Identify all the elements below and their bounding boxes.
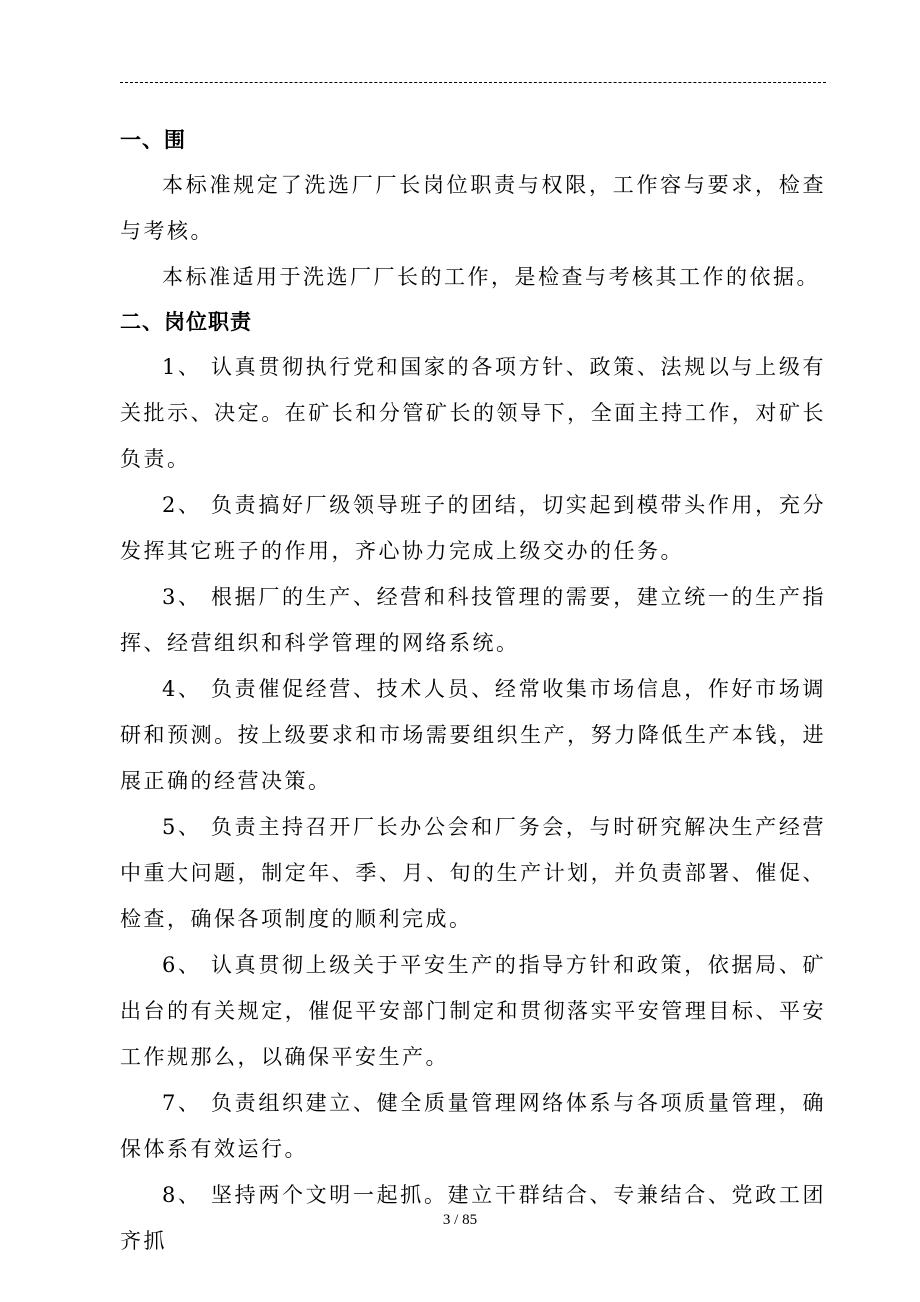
duty-item-5: 5、 负责主持召开厂长办公会和厂务会，与时研究解决生产经营中重大问题，制定年、季、月、旬的生产计划，并负责部署、催促、检查，确保各项制度的顺利完成。 — [120, 815, 826, 931]
duty-item-8: 8、 坚持两个文明一起抓。建立干群结合、专兼结合、党政工团齐抓 — [120, 1183, 826, 1253]
document-body — [120, 118, 826, 1264]
duty-item-1: 1、 认真贯彻执行党和国家的各项方针、政策、法规以与上级有关批示、决定。在矿长和分管矿长的领导下，全面主持工作，对矿长负责。 — [120, 355, 826, 471]
duty-item-7: 7、 负责组织建立、健全质量管理网络体系与各项质量管理，确保体系有效运行。 — [120, 1091, 826, 1161]
duty-item-4: 4、 负责催促经营、技术人员、经常收集市场信息，作好市场调研和预测。按上级要求和市场需要组织生产，努力降低生产本钱，进展正确的经营决策。 — [120, 677, 826, 793]
section-heading-scope: 一、围 — [120, 127, 186, 152]
paragraph: 本标准规定了洗选厂厂长岗位职责与权限，工作容与要求，检查与考核。 — [120, 173, 826, 243]
duty-item-3: 3、 根据厂的生产、经营和科技管理的需要，建立统一的生产指挥、经营组织和科学管理的网络系统。 — [120, 585, 826, 655]
duty-item-6: 6、 认真贯彻上级关于平安生产的指导方针和政策，依据局、矿出台的有关规定，催促平安部门制定和贯彻落实平安管理目标、平安工作规那么，以确保平安生产。 — [120, 953, 826, 1069]
page-number: 3 / 85 — [442, 1212, 478, 1228]
section-heading-duties: 二、岗位职责 — [120, 309, 252, 334]
paragraph: 本标准适用于洗选厂厂长的工作，是检查与考核其工作的依据。 — [162, 265, 820, 289]
duty-item-2: 2、 负责搞好厂级领导班子的团结，切实起到模带头作用，充分发挥其它班子的作用，齐心协力完成上级交办的任务。 — [120, 493, 826, 563]
header-rule — [120, 82, 826, 83]
